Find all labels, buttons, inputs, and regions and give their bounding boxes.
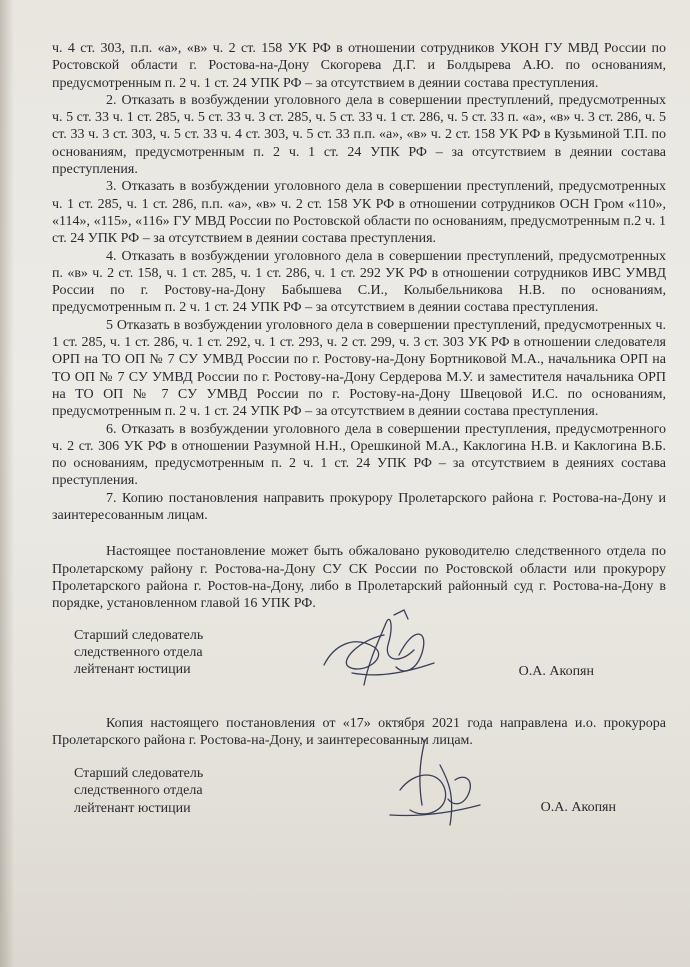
- signature-block-1: [52, 627, 666, 707]
- paragraph-5: 5 Отказать в возбуждении уголовного дела в совершении преступлений, предусмотренных ч. 1 ст. 285, ч. 1 ст. 286, ч. 1 ст. 292, ч. 1 ст. 293, ч. 2 ст. 299, ч. 3 ст. 303 УК РФ в отношении следователя ОРП на ТО ОП № 7 СУ УМВД России по г. Ростову-на-Дону Бортниковой М.А., начальника ОРП на ТО ОП № 7 СУ УМВД России по г. Ростову-на-Дону Сердерова М.У. и заместителя начальника ОРП на ТО ОП № 7 СУ УМВД России по г. Ростову-на-Дону Швецовой И.С. по основаниям, предусмотренным п. 2 ч. 1 ст. 24 УПК РФ – за отсутствием в деянии состава преступления.: [52, 317, 666, 420]
- handwritten-signature-2: [370, 735, 500, 835]
- paragraph-7: 7. Копию постановления направить прокурору Пролетарского района г. Ростова-на-Дону и заинтересованным лицам.: [52, 490, 666, 524]
- copy-notice: Копия настоящего постановления от «17» октября 2021 года направлена и.о. прокурора Пролетарского района г. Ростова-на-Дону, и заинтересованным лицам.: [52, 715, 666, 748]
- paragraph-3: 3. Отказать в возбуждении уголовного дела в совершении преступлений, предусмотренных ч. 1 ст. 285, ч. 1 ст. 286, п.п. «а», «в» ч. 2 ст. 158 УК РФ в отношении сотрудников ОСН Гром «110», «114», «115», «116» ГУ МВД России по Ростовской области по основаниям, предусмотренным п.2 ч. 1 ст. 24 УПК РФ – за отсутствием в деянии состава преступления.: [52, 179, 666, 247]
- signature-block-2: [52, 765, 666, 845]
- handwritten-signature-1: [304, 605, 454, 700]
- signer-title-line: Старший следователь: [74, 766, 204, 782]
- signer-title-line: Старший следователь: [74, 627, 204, 643]
- paragraph-4: 4. Отказать в возбуждении уголовного дела в совершении преступлений, предусмотренных п. «в» ч. 2 ст. 158, ч. 1 ст. 285, ч. 1 ст. 286, ч. 1 ст. 292 УК РФ в отношении сотрудников ИВС УМВД России по г. Ростову-на-Дону Бабышева С.И., Колыбельникова Н.В. по основаниям, предусмотренным п. 2 ч. 1 ст. 24 УПК РФ – за отсутствием в деянии состава преступления.: [52, 248, 666, 316]
- signer-title-line: лейтенант юстиции: [74, 800, 191, 816]
- paragraph-1-continued: ч. 4 ст. 303, п.п. «а», «в» ч. 2 ст. 158 УК РФ в отношении сотрудников УКОН ГУ МВД России по Ростовской области г. Ростова-на-Дону Скогорева Д.Г. и Болдырева А.Ю. по основаниям, предусмотренным п. 2 ч. 1 ст. 24 УПК РФ – за отсутствием в деянии состава преступления.: [52, 41, 666, 91]
- paragraph-6: 6. Отказать в возбуждении уголовного дела в совершении преступления, предусмотренного ч. 2 ст. 306 УК РФ в отношении Разумной Н.Н., Орешкиной М.А., Каклогина Н.В. и Каклогина В.Б. по основаниям, предусмотренным п. 2 ч. 1 ст. 24 УПК РФ – за отсутствием в деяниях состава преступления.: [52, 421, 666, 489]
- page-shadow: [0, 0, 14, 967]
- signer-title-line: следственного отдела: [74, 644, 203, 660]
- signer-title-line: следственного отдела: [74, 783, 203, 799]
- signer-title: [74, 627, 203, 679]
- paragraph-2: 2. Отказать в возбуждении уголовного дела в совершении преступлений, предусмотренных ч. 5 ст. 33 ч. 1 ст. 285, ч. 5 ст. 33 ч. 3 ст. 285, ч. 5 ст. 33 ч. 1 ст. 286, ч. 5 ст. 33 п. «а», «в» ч. 3 ст. 286, ч. 5 ст. 33 ч. 3 ст. 303, ч. 5 ст. 33 ч. 4 ст. 303, ч. 5 ст. 33 п.п. «а», «в» ч. 2 ст. 158 УК РФ в Кузьминой Т.П. по основаниям, предусмотренным п. 2 ч. 1 ст. 24 УПК РФ – за отсутствием в деянии состава преступления.: [52, 92, 666, 178]
- signer-title-line: лейтенант юстиции: [74, 662, 191, 678]
- signer-name: О.А. Акопян: [518, 663, 594, 679]
- signer-title: [74, 765, 203, 817]
- appeal-notice: Настоящее постановление может быть обжаловано руководителю следственного отдела по Пролетарскому району г. Ростова-на-Дону СУ СК России по Ростовской области или прокурору Пролетарского района г. Ростов-на-Дону, либо в Пролетарский районный суд г. Ростова-на-Дону в порядке, установленном главой 16 УПК РФ.: [52, 544, 666, 612]
- signer-name: О.А. Акопян: [540, 800, 616, 816]
